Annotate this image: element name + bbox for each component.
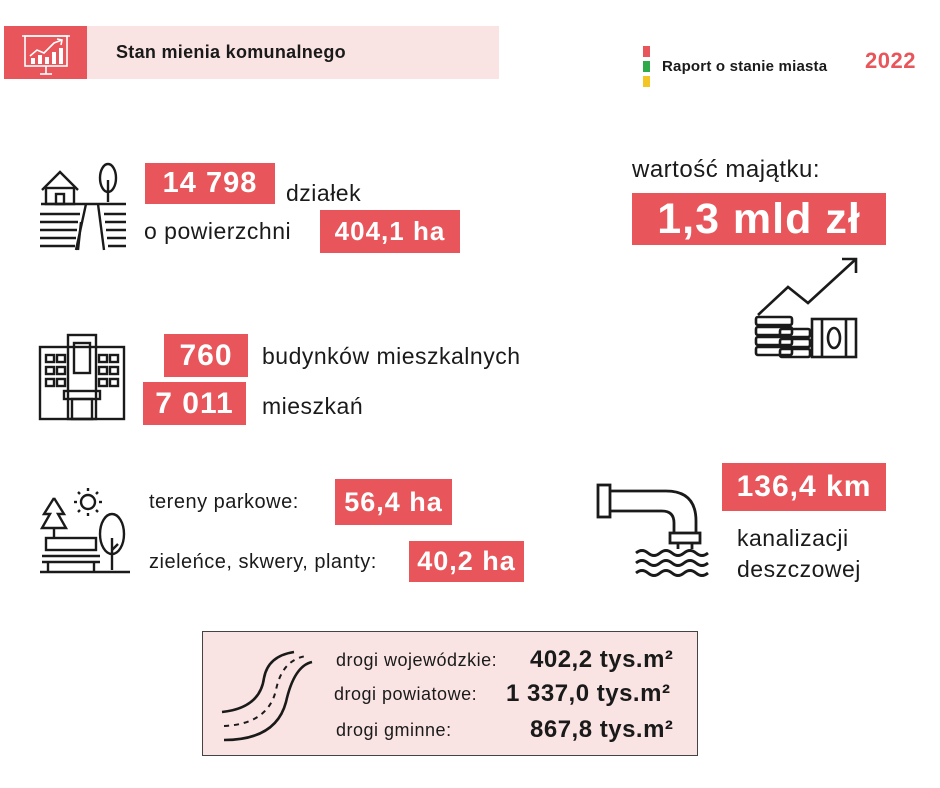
apartment-building-icon [38, 333, 128, 423]
road-row-label: drogi gminne: [336, 720, 452, 740]
park-bench-icon [38, 486, 133, 576]
growth-money-icon [752, 253, 862, 363]
road-row-value: 867,8 tys.m² [530, 716, 674, 743]
house-field-icon [36, 160, 132, 260]
road-icon [216, 648, 316, 748]
sewer-label-line2: deszczowej [737, 556, 861, 582]
greenery-label: zieleńce, skwery, planty: [149, 551, 377, 573]
flats-count: 7 011 [143, 382, 246, 425]
sewer-label-line1: kanalizacji [737, 525, 849, 551]
parks-label: tereny parkowe: [149, 491, 299, 513]
page-title: Stan mienia komunalnego [116, 42, 346, 62]
sewer-value: 136,4 km [722, 463, 886, 511]
road-row-value: 402,2 tys.m² [530, 646, 674, 673]
plots-area-prefix: o powierzchni [144, 218, 292, 244]
plots-count-label: działek [286, 180, 362, 206]
greenery-value: 40,2 ha [409, 541, 524, 582]
road-row-label: drogi powiatowe: [334, 684, 478, 704]
road-row-value: 1 337,0 tys.m² [506, 680, 671, 707]
presentation-chart-icon [4, 26, 87, 79]
property-value-label: wartość majątku: [632, 156, 821, 183]
drain-pipe-icon [596, 483, 711, 583]
traffic-light-indicator [643, 46, 650, 88]
buildings-count-label: budynków mieszkalnych [262, 343, 521, 369]
parks-value: 56,4 ha [335, 479, 452, 525]
report-year: 2022 [865, 48, 916, 73]
property-value: 1,3 mld zł [632, 193, 886, 245]
road-row-label: drogi wojewódzkie: [336, 650, 498, 670]
plots-count: 14 798 [145, 163, 275, 204]
flats-label: mieszkań [262, 393, 364, 419]
header-icon-box [4, 26, 87, 79]
plots-area: 404,1 ha [320, 210, 460, 253]
buildings-count: 760 [164, 334, 248, 377]
report-label: Raport o stanie miasta [662, 58, 828, 75]
